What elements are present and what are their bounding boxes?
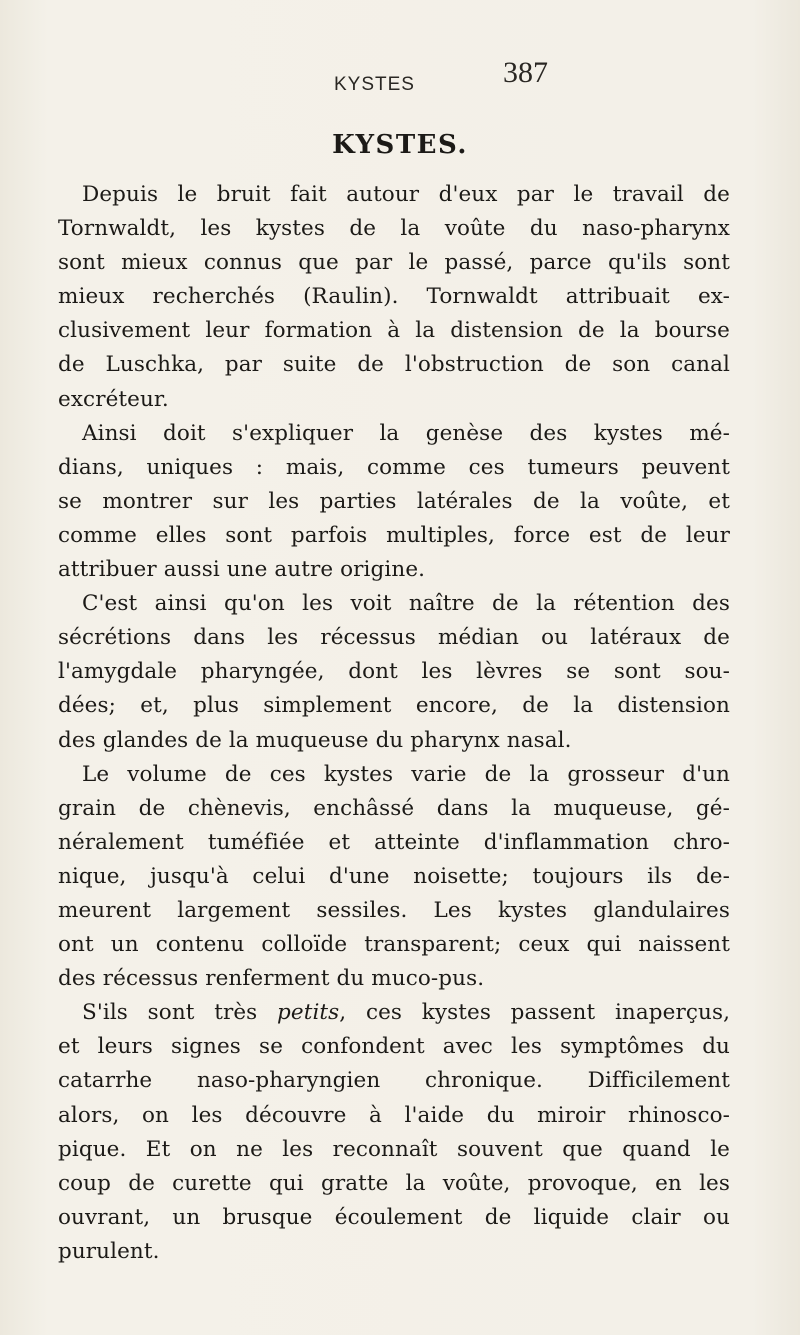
text-line: C'est ainsi qu'on les voit naître de la rétention des: [82, 591, 730, 617]
page-number: 387: [503, 56, 548, 89]
text-line: des récessus renferment du muco-pus.: [58, 966, 485, 992]
text-line: mieux recherchés (Raulin). Tornwaldt attribuait ex-: [58, 284, 730, 310]
text-line: néralement tuméfiée et atteinte d'inflammation chro-: [58, 829, 730, 855]
text-line: nique, jusqu'à celui d'une noisette; toujours ils de-: [58, 863, 730, 889]
text-line: et leurs signes se confondent avec les symptômes du: [58, 1034, 730, 1060]
text-line: des glandes de la muqueuse du pharynx nasal.: [58, 727, 572, 753]
text-line: sécrétions dans les récessus médian ou latéraux de: [58, 625, 730, 651]
text-line: se montrer sur les parties latérales de la voûte, et: [58, 488, 730, 514]
text-line: dians, uniques : mais, comme ces tumeurs peuvent: [58, 454, 730, 480]
text-line: Depuis le bruit fait autour d'eux par le travail de: [82, 182, 730, 207]
text-line: grain de chènevis, enchâssé dans la muqueuse, gé-: [58, 795, 730, 821]
text-line: Ainsi doit s'expliquer la genèse des kystes mé-: [82, 420, 730, 446]
running-head: [0, 56, 800, 104]
text-line: excréteur.: [58, 386, 169, 412]
text-line: comme elles sont parfois multiples, force est de leur: [58, 522, 730, 548]
text-line: Le volume de ces kystes varie de la grosseur d'un: [82, 761, 730, 787]
text-line: ouvrant, un brusque écoulement de liquide clair ou: [58, 1204, 730, 1230]
text-fragment: , ces kystes passent inaperçus,: [339, 1000, 731, 1026]
text-line: coup de curette qui gratte la voûte, provoque, en les: [58, 1170, 730, 1196]
text-line: sont mieux connus que par le passé, parce qu'ils sont: [58, 250, 730, 276]
text-line: l'amygdale pharyngée, dont les lèvres se sont sou-: [58, 659, 730, 685]
text-line: meurent largement sessiles. Les kystes glandulaires: [58, 897, 730, 923]
text-line: ont un contenu colloïde transparent; ceux qui naissent: [58, 932, 730, 958]
text-line: Tornwaldt, les kystes de la voûte du naso-pharynx: [58, 216, 730, 242]
text-line: de Luschka, par suite de l'obstruction de son canal: [58, 352, 730, 378]
running-title: KYSTES: [334, 74, 415, 95]
text-line: catarrhe naso-pharyngien chronique. Difficilement: [58, 1068, 730, 1094]
text-line: pique. Et on ne les reconnaît souvent que quand le: [58, 1136, 730, 1162]
text-line: purulent.: [58, 1238, 160, 1264]
text-line: attribuer aussi une autre origine.: [58, 557, 426, 583]
text-line-mixed: [58, 996, 730, 1030]
text-fragment: S'ils sont très: [82, 1000, 258, 1026]
italic-word: petits: [277, 1000, 340, 1026]
text-line: dées; et, plus simplement encore, de la distension: [58, 693, 730, 719]
section-heading: KYSTES.: [332, 130, 468, 160]
body-text: [58, 178, 730, 1269]
text-line: alors, on les découvre à l'aide du miroir rhinosco-: [58, 1102, 730, 1128]
text-line: clusivement leur formation à la distension de la bourse: [58, 318, 730, 344]
